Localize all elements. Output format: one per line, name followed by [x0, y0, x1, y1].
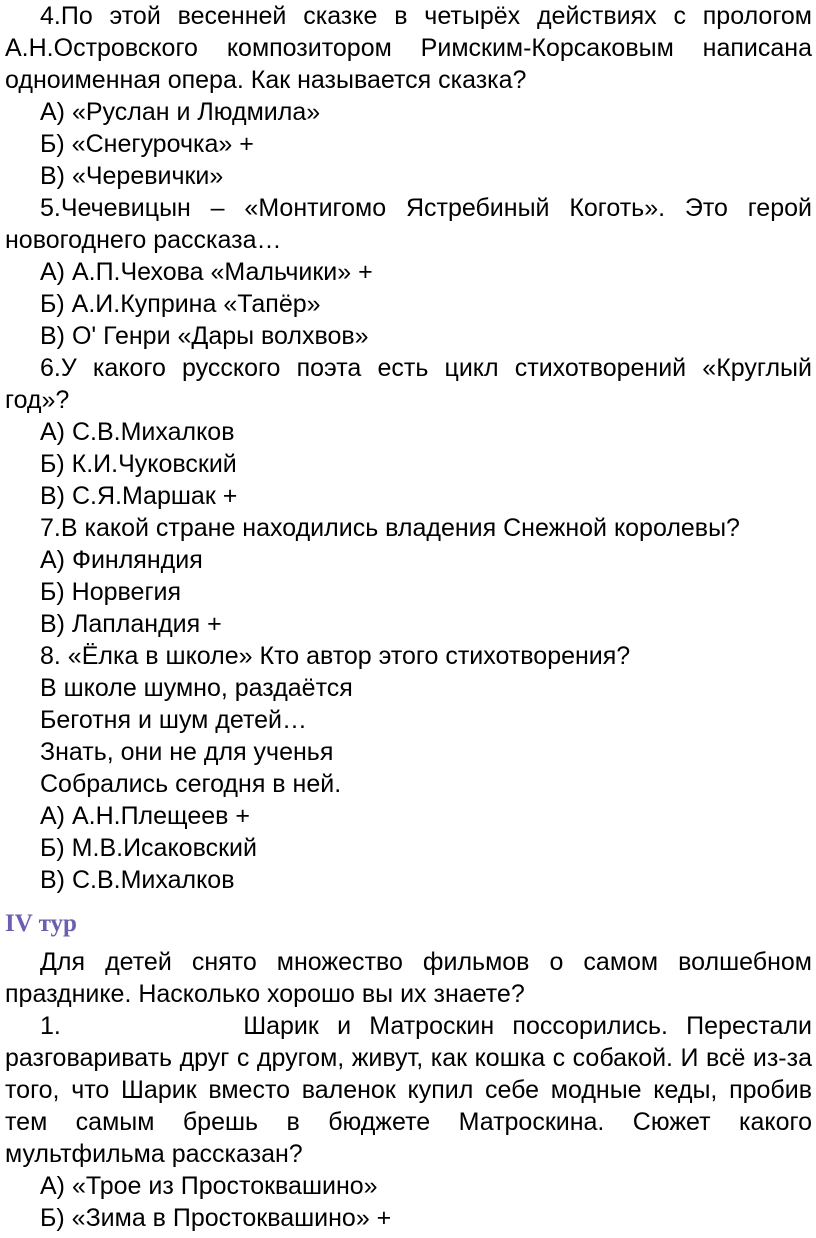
question-7-option-c: В) Лапландия + — [40, 610, 222, 638]
question-4-option-c: В) «Черевички» — [40, 162, 224, 190]
question-6-option-c: В) С.Я.Маршак + — [40, 482, 238, 510]
question-8-option-a: А) А.Н.Плещеев + — [40, 802, 250, 830]
question-7-text: 7.В какой стране находились владения Снежной королевы? — [40, 514, 740, 542]
round-4-question-1-option-a: А) «Трое из Простоквашино» — [40, 1172, 378, 1200]
question-7-option-a: А) Финляндия — [40, 546, 203, 574]
question-6-option-b: Б) К.И.Чуковский — [40, 450, 237, 478]
question-6-option-a: А) С.В.Михалков — [40, 418, 235, 446]
question-5-option-b: Б) А.И.Куприна «Тапёр» — [40, 290, 321, 318]
question-5-option-a: А) А.П.Чехова «Мальчики» + — [40, 258, 373, 286]
question-6-text: 6.У какого русского поэта есть цикл стихотворений «Круглый год»? — [5, 354, 812, 414]
round-4-question-1-option-b: Б) «Зима в Простоквашино» + — [40, 1204, 392, 1232]
round-4-question-1-text: 1. Шарик и Матроскин поссорились. Перестали разговаривать друг с другом, живут, как кошка с собакой. И всё из-за того, что Шарик вместо валенок купил себе модные кеды, пробив тем самым брешь в бюджете Матроскина. Сюжет какого мультфильма рассказан? — [5, 1012, 812, 1168]
question-7-option-b: Б) Норвегия — [40, 578, 182, 606]
question-5-option-c: В) О' Генри «Дары волхвов» — [40, 322, 369, 350]
round-4-heading: IV тур — [5, 910, 77, 937]
question-4-text: 4.По этой весенней сказке в четырёх действиях с прологом А.Н.Островского композитором Римским-Корсаковым написана одноименная опера. Как называется сказка? — [5, 2, 812, 94]
poem-line: Знать, они не для ученья — [40, 738, 334, 766]
question-8-option-c: В) С.В.Михалков — [40, 866, 235, 894]
poem-line: Собрались сегодня в ней. — [40, 770, 342, 798]
poem-line: Беготня и шум детей… — [40, 706, 307, 734]
question-8-option-b: Б) М.В.Исаковский — [40, 834, 257, 862]
question-4-option-b: Б) «Снегурочка» + — [40, 130, 254, 158]
round-4-intro: Для детей снято множество фильмов о самом волшебном празднике. Насколько хорошо вы их знаете? — [5, 948, 812, 1008]
poem-line: В школе шумно, раздаётся — [40, 674, 353, 702]
question-8-text: 8. «Ёлка в школе» Кто автор этого стихотворения? — [40, 642, 631, 670]
question-5-text: 5.Чечевицын – «Монтигомо Ястребиный Коготь». Это герой новогоднего рассказа… — [5, 194, 812, 254]
question-4-option-a: А) «Руслан и Людмила» — [40, 98, 321, 126]
